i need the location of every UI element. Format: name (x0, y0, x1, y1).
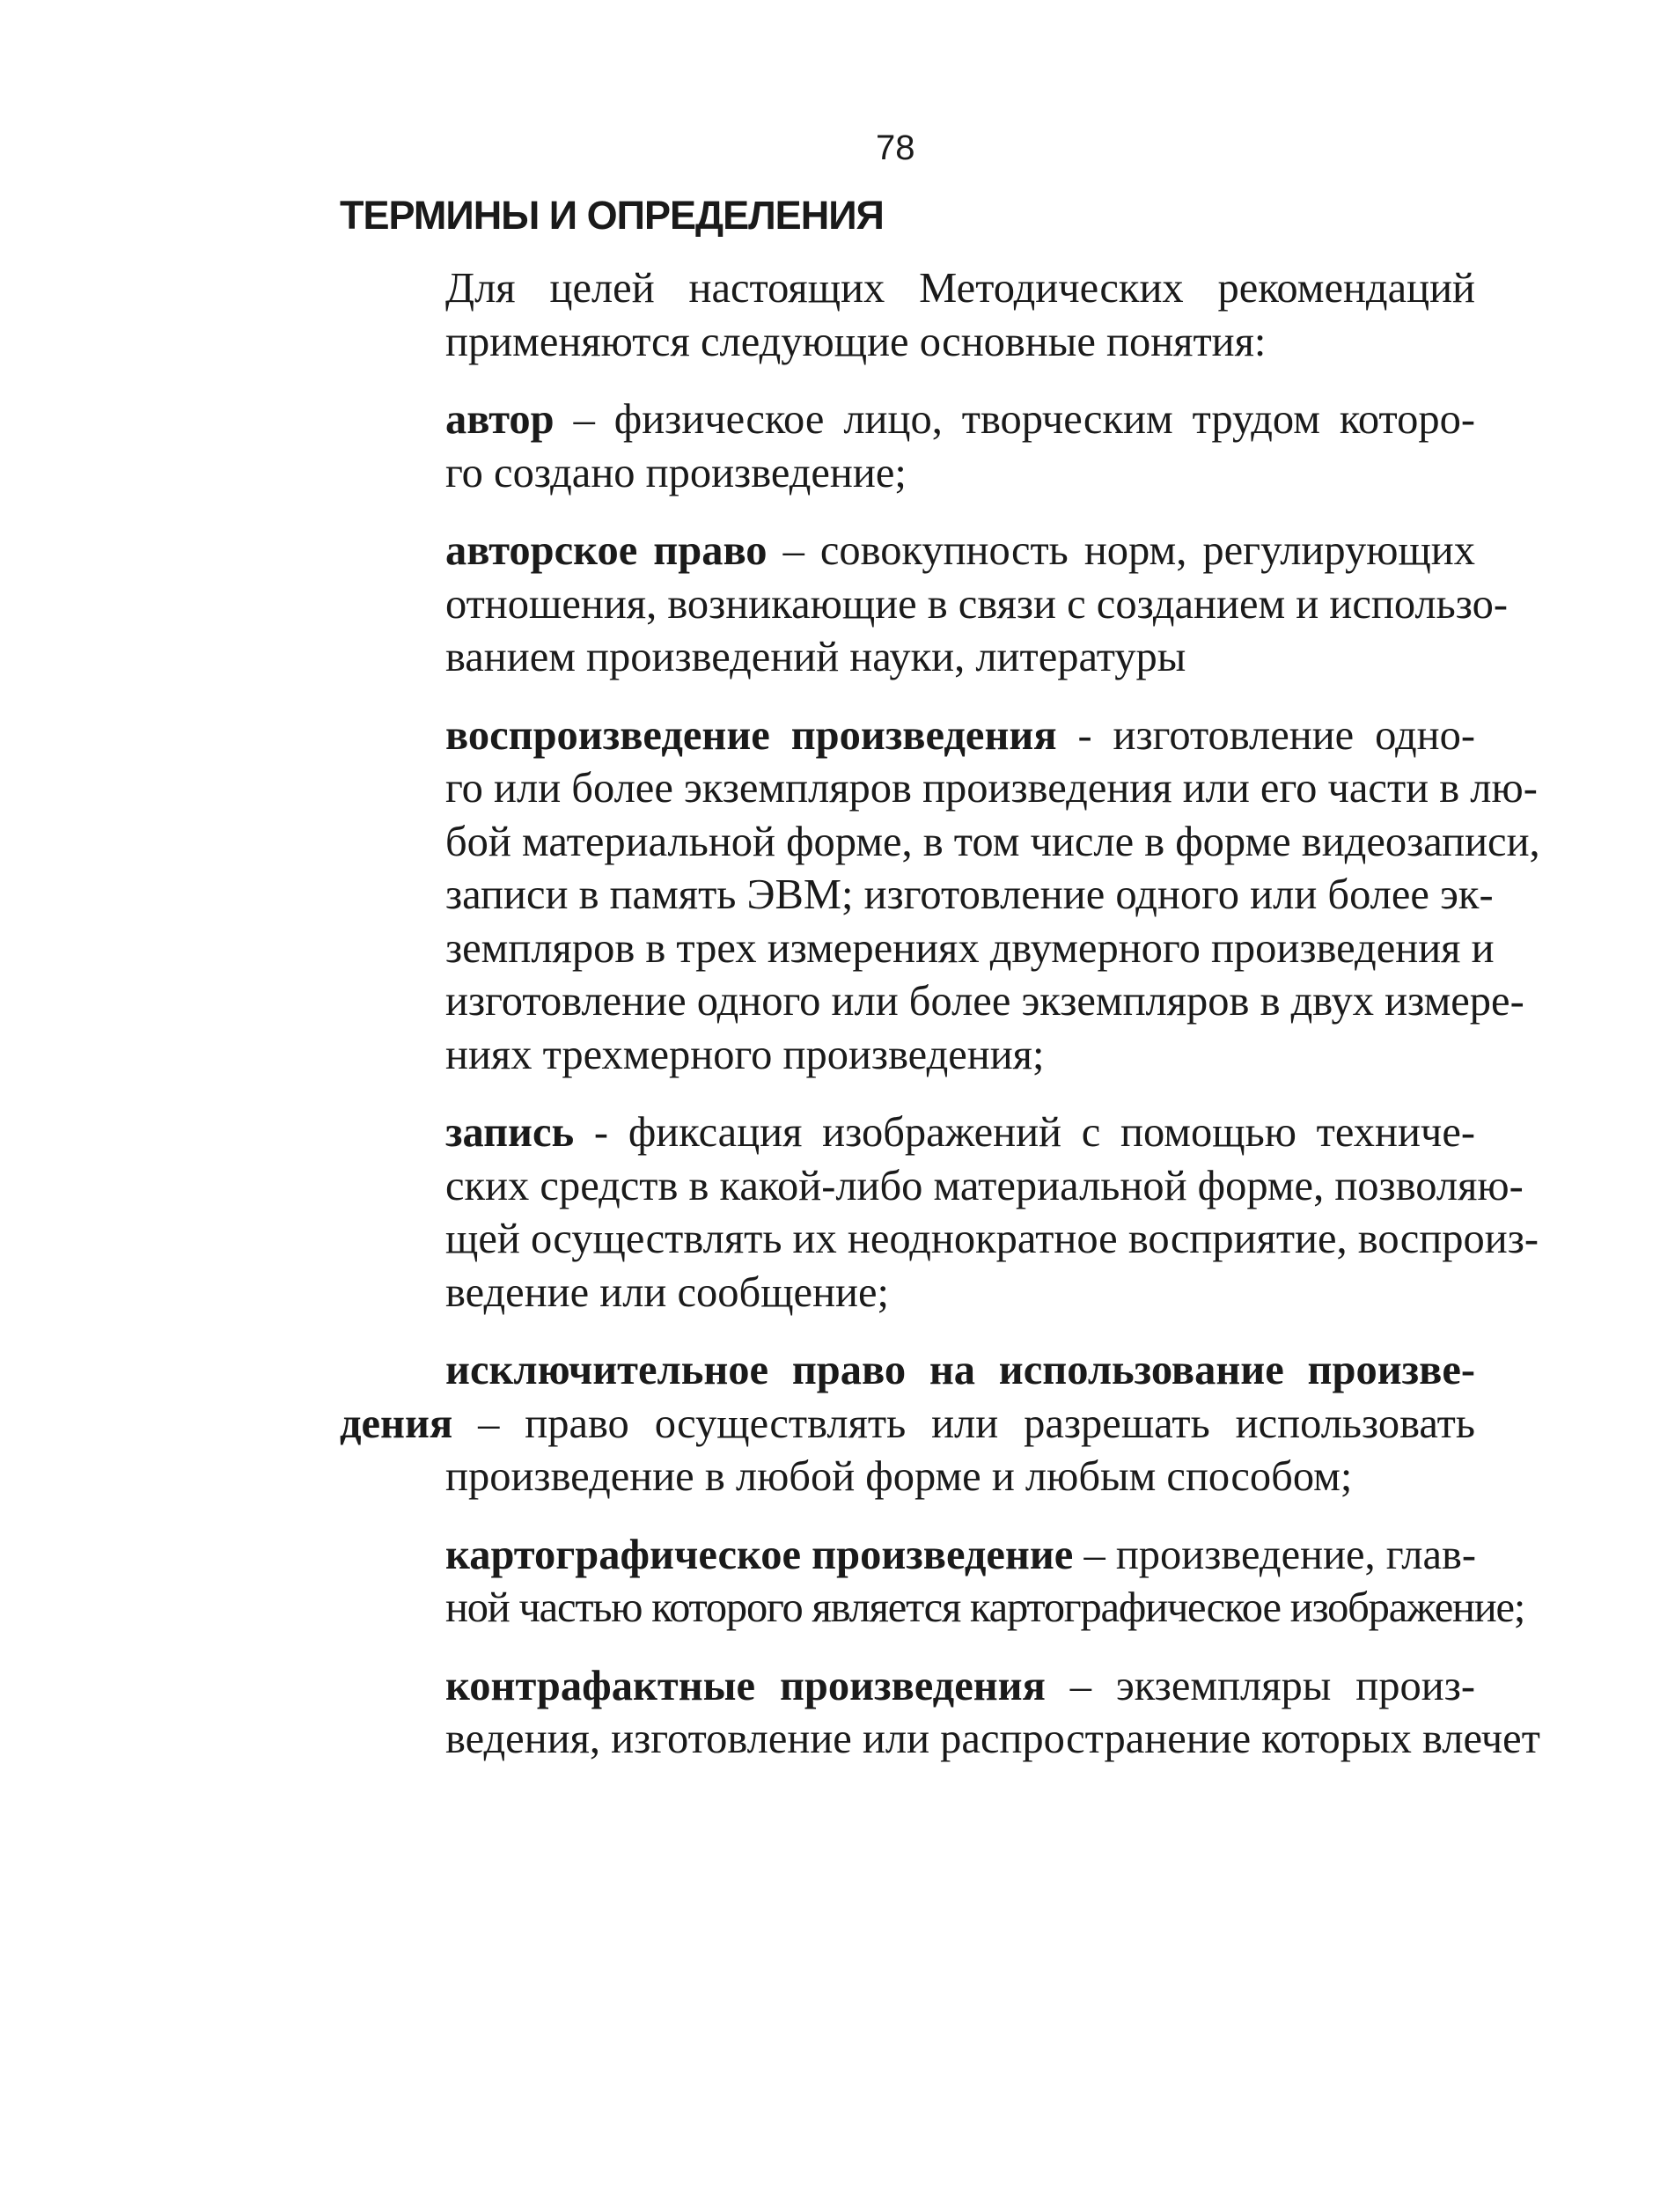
definition-text: – экземпляры произ- (1045, 1662, 1475, 1709)
definition-first-line (340, 1344, 1475, 1398)
definition-term: контрафактные произведения (445, 1662, 1046, 1709)
definition-term: исключительное право на использование произве- (445, 1347, 1475, 1393)
definition-second-line (340, 1398, 1475, 1451)
definition-first-line (340, 709, 1475, 763)
definition-term: картографическое произведение (445, 1531, 1074, 1578)
definition-term: авторское право (445, 527, 768, 574)
definition-line: ной частью которого является картографическое изображение; (445, 1584, 1525, 1631)
definition-first-line (340, 1106, 1475, 1160)
definition-first-line (340, 525, 1475, 578)
page-number: 78 (876, 129, 915, 167)
definition-copyright (340, 525, 1509, 685)
definition-line: записи в память ЭВМ; изготовление одного или более эк- (445, 871, 1494, 918)
definition-line: отношения, возникающие в связи с созданием и использо- (445, 580, 1509, 628)
definition-line: земпляров в трех измерениях двумерного произведения и (445, 924, 1495, 972)
definition-text: - изготовление одно- (1056, 711, 1475, 759)
definition-line: ванием произведений науки, литературы (445, 634, 1186, 680)
definition-line: ских средств в какой-либо материальной форме, позволяю- (445, 1162, 1524, 1209)
definition-first-line (340, 393, 1475, 447)
definition-line: бой материальной форме, в том числе в форме видеозаписи, (445, 818, 1540, 865)
definition-text: - фиксация изображений с помощью техниче- (574, 1109, 1475, 1156)
definition-term: воспроизведение произведения (445, 711, 1057, 759)
definition-line: го создано произведение; (445, 449, 907, 496)
definition-first-line (340, 1529, 1475, 1583)
definition-line: изготовление одного или более экземпляров в двух измере- (445, 978, 1524, 1025)
definition-first-line (340, 1660, 1475, 1714)
definition-counterfeit-works (340, 1660, 1540, 1767)
definition-text: – право осуществлять или разрешать использовать (452, 1400, 1475, 1447)
intro-line: Для целей настоящих Методических рекомендаций (445, 265, 1475, 312)
definition-line: произведение в любой форме и любым способом; (445, 1453, 1353, 1500)
definition-reproduction (340, 709, 1540, 1083)
definition-text: – физическое лицо, творческим трудом которо- (554, 396, 1475, 443)
page-body (340, 262, 1540, 1791)
definition-author (340, 393, 1475, 500)
definition-line: го или более экземпляров произведения или его части в лю- (445, 765, 1538, 812)
intro-paragraph (340, 262, 1475, 369)
definition-text: – совокупность норм, регулирующих (767, 527, 1475, 574)
definition-line: ниях трехмерного произведения; (445, 1031, 1045, 1078)
definition-recording (340, 1106, 1539, 1319)
definition-line: щей осуществлять их неоднократное восприятие, воспроиз- (445, 1216, 1539, 1262)
definition-exclusive-right (340, 1344, 1475, 1504)
definition-term: запись (445, 1109, 575, 1156)
definition-term: автор (445, 396, 555, 443)
definition-line: ведение или сообщение; (445, 1268, 889, 1316)
intro-line: применяются следующие основные понятия: (445, 318, 1267, 365)
definition-cartographic-work (340, 1529, 1525, 1635)
definition-line: ведения, изготовление или распространение которых влечет (445, 1716, 1540, 1762)
definition-term-continuation: дения (340, 1400, 453, 1447)
definition-text: – произведение, глав- (1073, 1531, 1477, 1578)
section-heading: ТЕРМИНЫ И ОПРЕДЕЛЕНИЯ (340, 193, 884, 238)
